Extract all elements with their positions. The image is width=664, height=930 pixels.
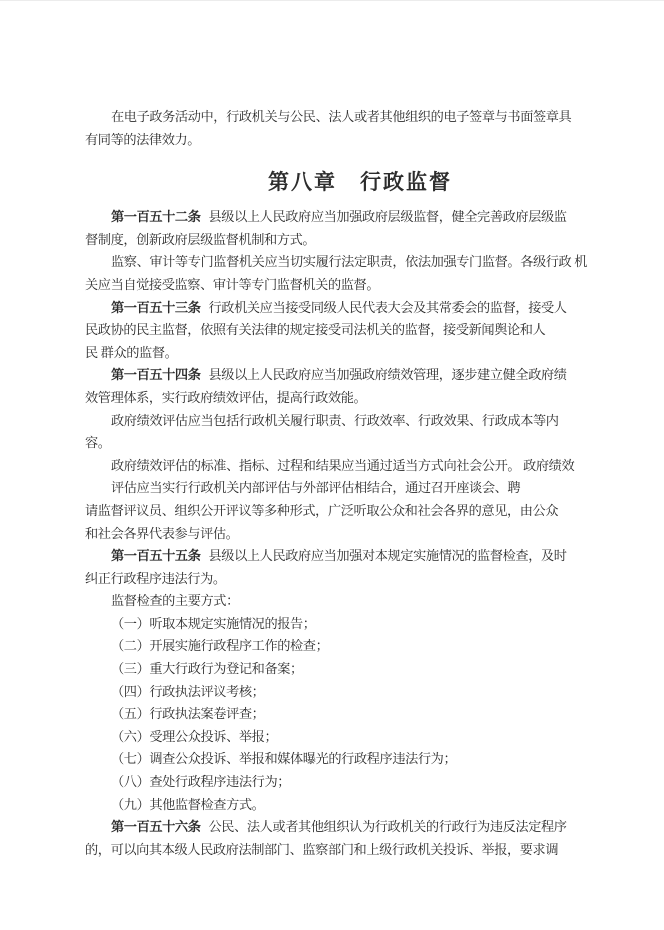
text-line: 监察、审计等专门监督机关应当切实履行法定职责，依法加强专门监督。各级行政 机 [111, 254, 588, 270]
text-line: 第一百五十五条 县级以上人民政府应当加强对本规定实施情况的监督检查，及时 [111, 548, 567, 564]
text-line: 评估应当实行行政机关内部评估与外部评估相结合，通过召开座谈会、聘 [111, 480, 521, 496]
text-line: 第一百五十二条 县级以上人民政府应当加强政府层级监督，健全完善政府层级监 [111, 209, 567, 225]
text-line: （四）行政执法评议考核； [111, 683, 265, 699]
text-line: 第一百五十六条 公民、法人或者其他组织认为行政机关的行政行为违反法定程序 [111, 819, 567, 835]
text-line: （一）听取本规定实施情况的报告； [111, 615, 316, 631]
text-line: 在电子政务活动中，行政机关与公民、法人或者其他组织的电子签章与书面签章具 [111, 109, 572, 124]
page-content [85, 106, 588, 861]
text-line: （六）受理公众投诉、举报； [111, 728, 278, 744]
chapter-body [85, 206, 588, 861]
text-line: （七）调查公众投诉、举报和媒体曝光的行政程序违法行为； [111, 751, 457, 767]
text-line: 政府绩效评估的标准、指标、过程和结果应当通过适当方式向社会公开。 政府绩效 [111, 457, 575, 473]
text-line: 督制度，创新政府层级监督机制和方式。 [85, 231, 316, 247]
intro-paragraph [85, 106, 579, 151]
text-line: （五）行政执法案卷评查； [111, 706, 265, 722]
text-line: 关应当自觉接受监察、审计等专门监督机关的监督。 [85, 276, 380, 292]
text-line: （八）查处行政程序违法行为； [111, 774, 291, 790]
text-line: 有同等的法律效力。 [85, 131, 201, 147]
text-line: 监督检查的主要方式： [111, 593, 239, 609]
text-line: 和社会各界代表参与评估。 [85, 525, 239, 541]
text-line: 的，可以向其本级人民政府法制部门、监察部门和上级行政机关投诉、举报，要求调 [85, 841, 559, 857]
article-number: 第一百五十五条 [111, 548, 201, 564]
text-line: 政府绩效评估应当包括行政机关履行职责、行政效率、行政效果、行政成本等内 [111, 412, 559, 428]
chapter-heading: 第八章 行政监督 [268, 170, 452, 195]
text-line: 民 群众的监督。 [85, 344, 178, 360]
text-line: （三）重大行政行为登记和备案； [111, 661, 303, 677]
article-number: 第一百五十三条 [111, 299, 201, 315]
text-line: 效管理体系，实行政府绩效评估，提高行政效能。 [85, 389, 367, 405]
article-number: 第一百五十二条 [111, 209, 201, 225]
text-line: 纠正行政程序违法行为。 [85, 570, 226, 586]
article-number: 第一百五十四条 [111, 367, 201, 383]
text-line: 请监督评议员、组织公开评议等多种形式，广泛听取公众和社会各界的意见，由公众 [85, 502, 559, 518]
text-line: 第一百五十四条 县级以上人民政府应当加强政府绩效管理，逐步建立健全政府绩 [111, 367, 567, 383]
text-line: （二）开展实施行政程序工作的检查； [111, 638, 329, 654]
article-number: 第一百五十六条 [111, 819, 201, 835]
text-line: （九）其他监督检查方式。 [111, 796, 265, 812]
text-line: 民政协的民主监督，依照有关法律的规定接受司法机关的监督，接受新闻舆论和人 [85, 322, 546, 338]
text-line: 第一百五十三条 行政机关应当接受同级人民代表大会及其常委会的监督，接受人 [111, 299, 567, 315]
text-line: 容。 [85, 435, 111, 451]
